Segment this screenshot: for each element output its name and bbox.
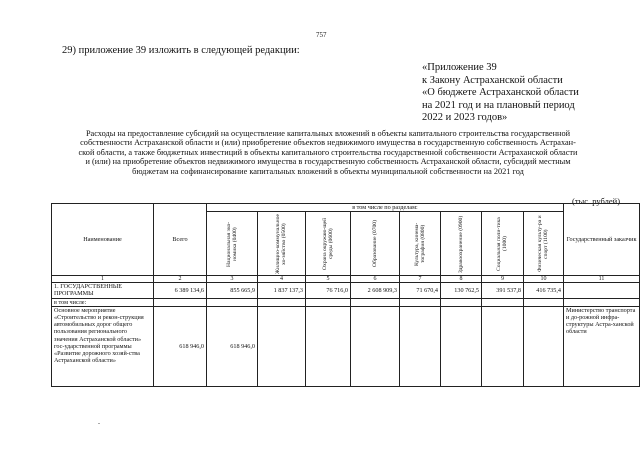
column-number: 9 [482, 276, 524, 283]
column-number: 7 [400, 276, 441, 283]
column-number: 8 [441, 276, 482, 283]
column-number: 4 [258, 276, 306, 283]
table-row [52, 298, 640, 306]
annex-line: 2022 и 2023 годов» [422, 112, 508, 123]
row-value: 76 716,0 [306, 283, 351, 298]
footer-mark: - [98, 421, 100, 427]
col-header-section: Жилищно-коммунальное хо-зяйство (0500) [258, 212, 306, 276]
row-customer: Министерство транспорта и до-рожной инфра-структуры Астра-ханской области [564, 306, 640, 386]
annex-line: к Закону Астраханской области [422, 74, 563, 86]
row-value: 1 837 137,3 [258, 283, 306, 298]
row-value [306, 306, 351, 386]
budget-table [51, 203, 640, 387]
col-header-total: Всего [154, 204, 207, 276]
heading-line: Расходы на предоставление субсидий на осуществление капитальных вложений в объекты капитального строительства государственной [85, 129, 571, 138]
row-including-label: в том числе: [52, 298, 154, 306]
heading-line: собственности Астраханской области и (или) приобретение объектов недвижимого имущества в государственную собственность Астрахан- [80, 138, 576, 148]
row-value [524, 306, 564, 386]
column-number-row [52, 276, 640, 283]
column-number: 2 [154, 276, 207, 283]
heading-line: бюджетам на софинансирование капитальных вложений в объекты муниципальной собственности на 2021 год [132, 166, 524, 176]
column-number: 3 [207, 276, 258, 283]
row-value [441, 306, 482, 386]
page-number: 757 [316, 31, 327, 39]
row-value: 855 665,9 [207, 283, 258, 298]
annex-header [422, 62, 579, 125]
row-total: 6 389 134,6 [154, 283, 207, 298]
row-value: 391 537,8 [482, 283, 524, 298]
amendment-intro: 29) приложение 39 изложить в следующей редакции: [62, 45, 300, 56]
row-customer [564, 283, 640, 298]
table-row [52, 306, 640, 386]
annex-line: на 2021 год и на плановый период [422, 99, 575, 111]
column-number: 5 [306, 276, 351, 283]
column-number: 11 [564, 276, 640, 283]
col-header-name: Наименование [52, 204, 154, 276]
column-number: 6 [351, 276, 400, 283]
row-value [400, 306, 441, 386]
row-value: 2 608 909,3 [351, 283, 400, 298]
row-name: 1. ГОСУДАРСТВЕННЫЕ ПРОГРАММЫ [52, 283, 154, 298]
row-name: Основное мероприятие «Строительство и рекон-струкция автомобильных дорог общего пользования регионального значения Астраханской области» гос-ударственной программы «Развитие дорожного хозяй-ства Астраханской области» [52, 306, 154, 386]
col-header-section: Здравоохранение (0900) [441, 212, 482, 276]
col-header-section: Охрана окружаю-щей среды (0600) [306, 212, 351, 276]
col-header-section: Культура, кинема-тография (0800) [400, 212, 441, 276]
column-number: 1 [52, 276, 154, 283]
row-value: 71 670,4 [400, 283, 441, 298]
row-value [482, 306, 524, 386]
row-value: 618 946,0 [207, 306, 258, 386]
col-header-section: Национальная эко-номика (0400) [207, 212, 258, 276]
annex-line: «Приложение 39 [422, 62, 497, 73]
col-header-section: Физическая культу-ра и спорт (1100) [524, 212, 564, 276]
column-number: 10 [524, 276, 564, 283]
row-value: 130 762,5 [441, 283, 482, 298]
row-value: 416 735,4 [524, 283, 564, 298]
col-header-section: Социальная поли-тика (1000) [482, 212, 524, 276]
row-value [258, 306, 306, 386]
document-heading [50, 129, 606, 176]
unit-label: (тыс. рублей) [572, 196, 621, 206]
row-value [351, 306, 400, 386]
col-header-section: Образование (0700) [351, 212, 400, 276]
col-header-sections: в том числе по разделам: [207, 204, 564, 212]
table-row [52, 283, 640, 298]
heading-line: и (или) на приобретение объектов недвижимого имущества в государственную собственность Астраханской области, субсидий местным [85, 157, 571, 167]
col-header-customer: Государственный заказчик [564, 204, 640, 276]
row-total: 618 946,0 [154, 306, 207, 386]
annex-line: «О бюджете Астраханской области [422, 87, 579, 98]
heading-line: ской области, а также бюджетных инвестиций в объекты капитального строительства государственной собственности Астраханской области [78, 147, 578, 157]
